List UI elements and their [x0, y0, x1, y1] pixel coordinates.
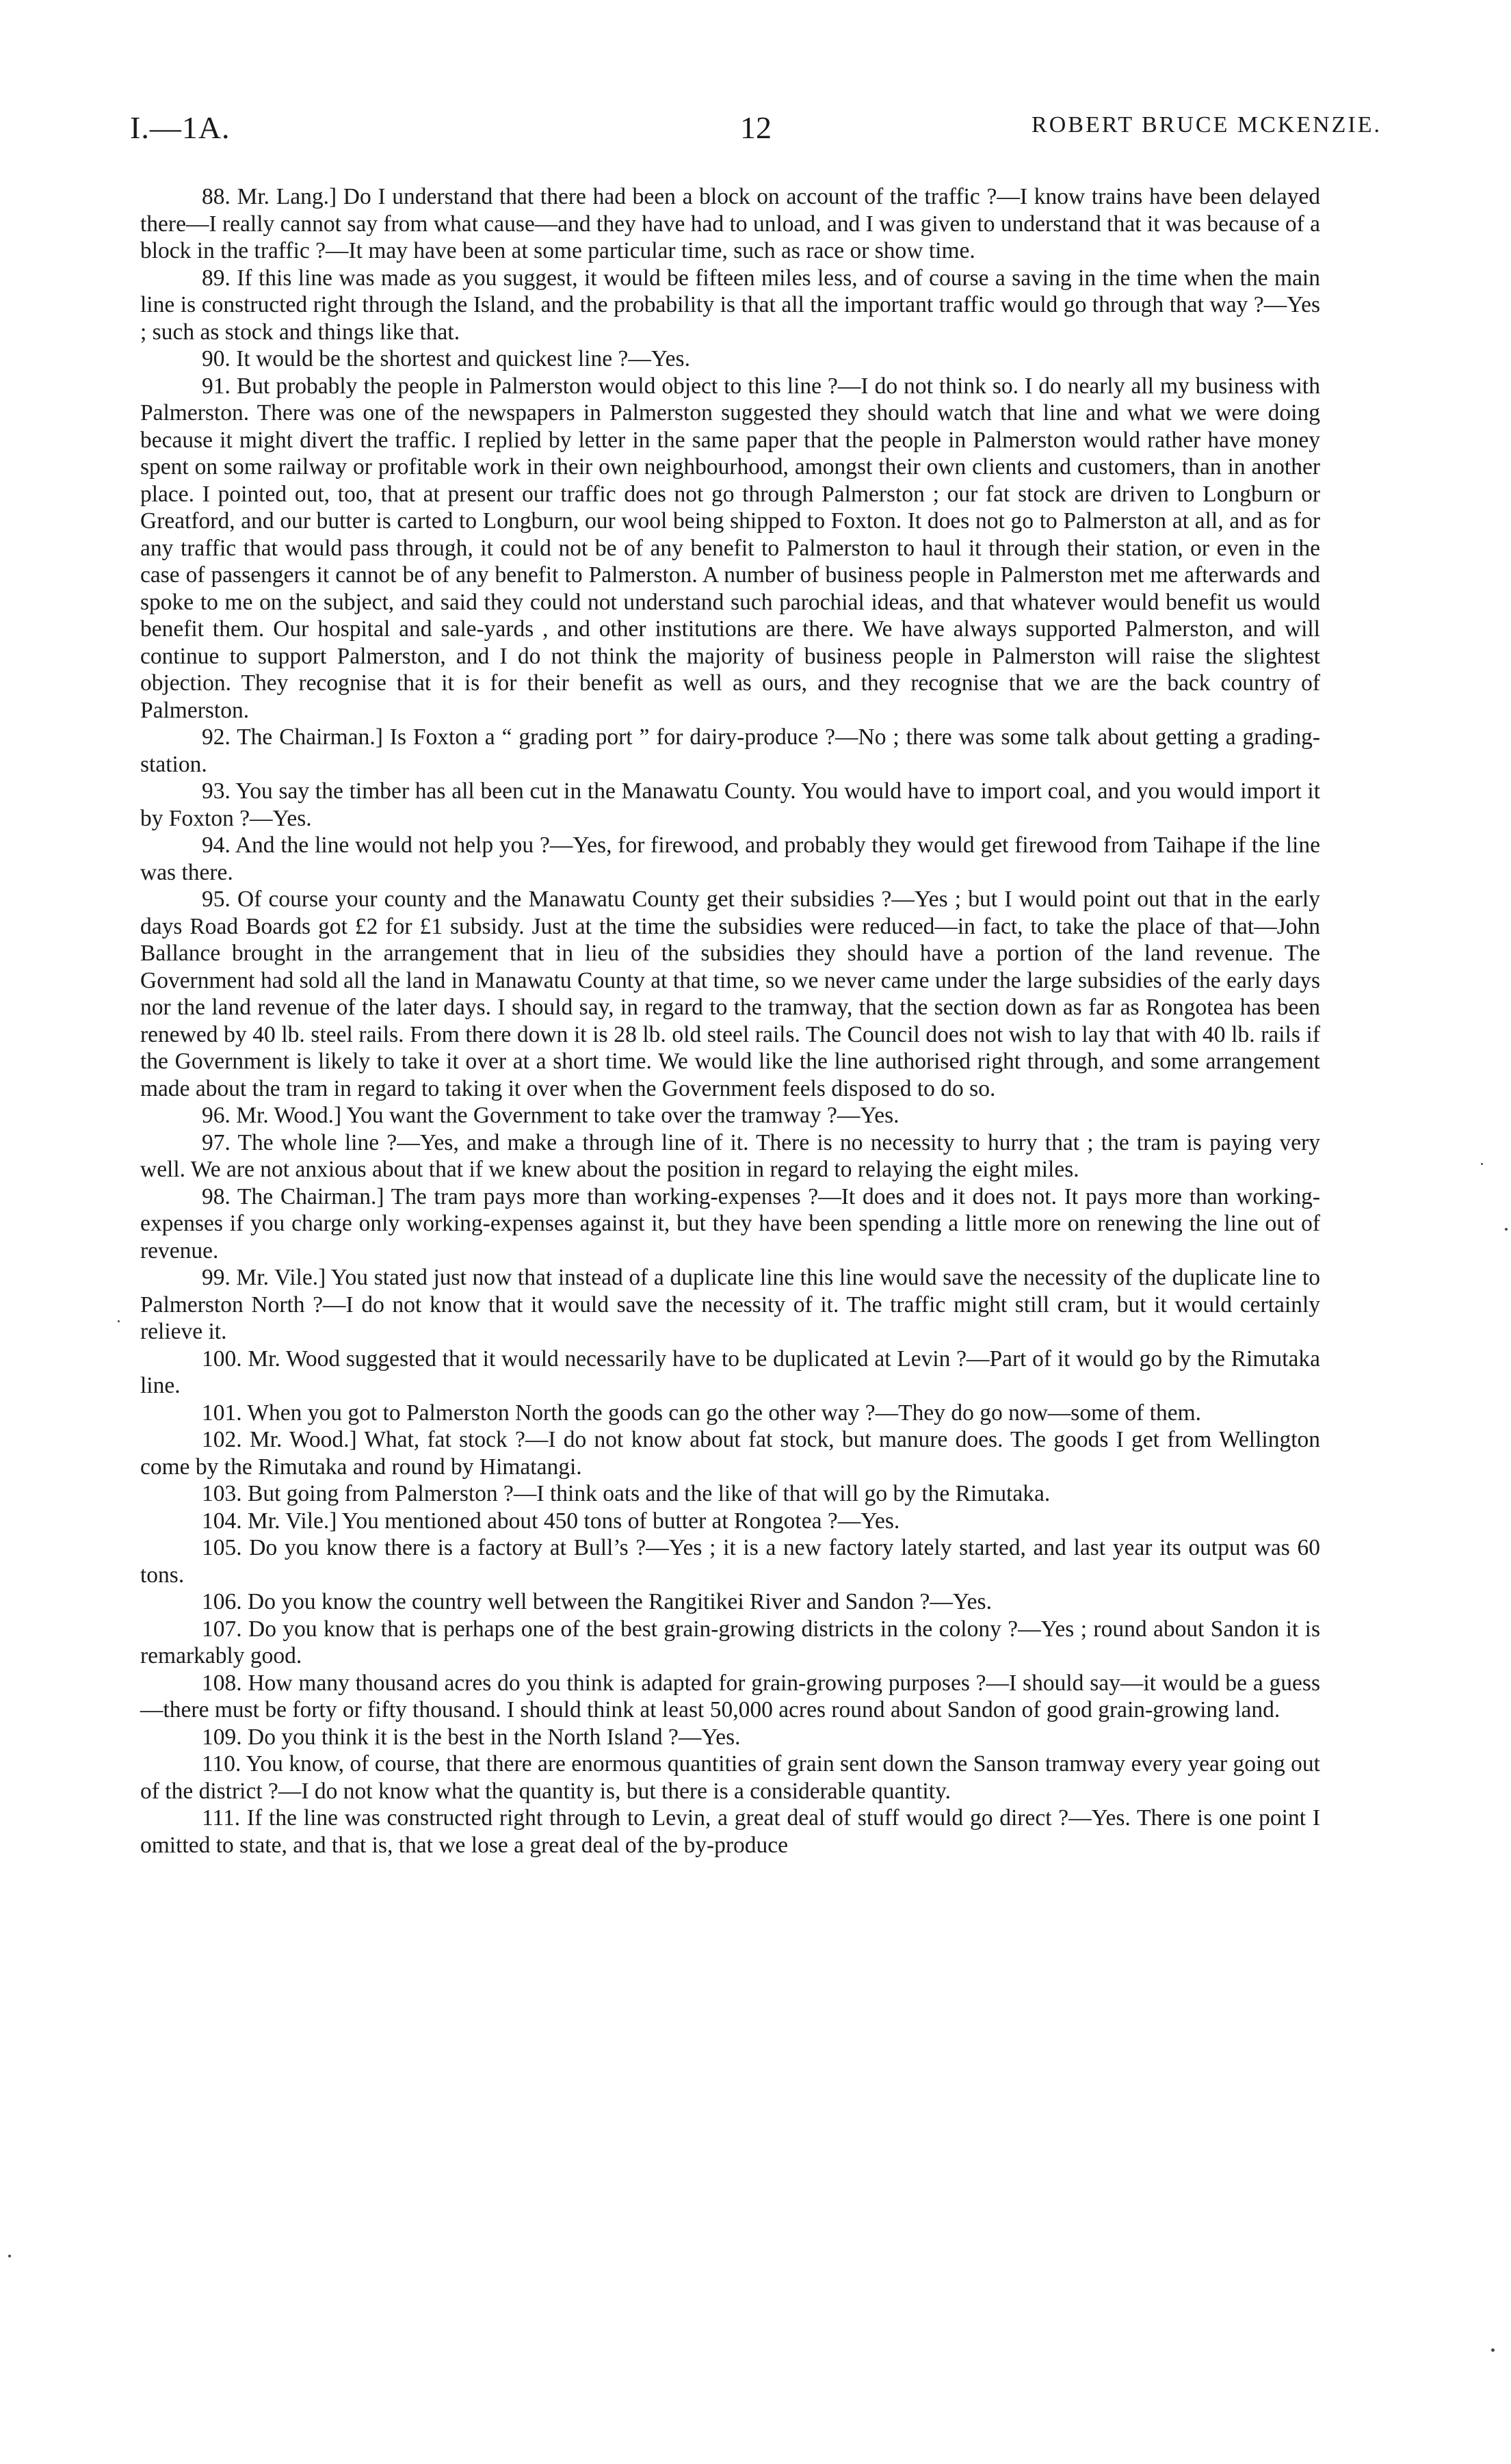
witness-name: ROBERT BRUCE MCKENZIE.: [1032, 112, 1382, 137]
paragraph-92: 92. The Chairman.] Is Foxton a “ grading port ” for dairy-produce ?—No ; there was some talk about getting a grading-station.: [140, 724, 1320, 777]
scan-speck: [1491, 2348, 1495, 2352]
paragraph-105: 105. Do you know there is a factory at Bull’s ?—Yes ; it is a new factory lately started, and last year its output was 60 tons.: [140, 1535, 1320, 1588]
paragraph-95: 95. Of course your county and the Manawatu County get their subsidies ?—Yes ; but I would point out that in the early days Road Boards got £2 for £1 subsidy. Just at the time the subsidies were reduced—in fact, to take the place of that—John Ballance brought in the arrangement that in lieu of the subsidies they should have a portion of the land revenue. The Government had sold all the land in Manawatu County at that time, so we never came under the large subsidies of the early days nor the land revenue of the later days. I should say, in regard to the tramway, that the section down as far as Rongotea has been renewed by 40 lb. steel rails. From there down it is 28 lb. old steel rails. The Council does not wish to lay that with 40 lb. rails if the Government is likely to take it over at a short time. We would like the line authorised right through, and some arrangement made about the tram in regard to taking it over when the Government feels disposed to do so.: [140, 887, 1320, 1101]
page-number: 12: [740, 110, 772, 145]
paragraph-106: 106. Do you know the country well between the Rangitikei River and Sandon ?—Yes.: [202, 1589, 992, 1614]
paragraph-107: 107. Do you know that is perhaps one of the best grain-growing districts in the colony ?—Yes ; round about Sandon it is remarkably good.: [140, 1616, 1320, 1668]
paragraph-97: 97. The whole line ?—Yes, and make a through line of it. There is no necessity to hurry that ; the tram is paying very well. We are not anxious about that if we knew about the position in regard to relaying the eight miles.: [140, 1129, 1320, 1182]
scan-speck: [8, 2255, 11, 2257]
scan-speck: [1505, 1228, 1508, 1231]
paragraph-100: 100. Mr. Wood suggested that it would necessarily have to be duplicated at Levin ?—Part of it would go by the Rimutaka line.: [140, 1346, 1320, 1398]
paragraph-94: 94. And the line would not help you ?—Yes, for firewood, and probably they would get firewood from Taihape if the line was there.: [140, 833, 1320, 885]
paragraph-99: 99. Mr. Vile.] You stated just now that instead of a duplicate line this line would save the necessity of the duplicate line to Palmerston North ?—I do not know that it would save the necessity of it. The traffic might still cram, but it would certainly relieve it.: [140, 1265, 1320, 1344]
paragraph-109: 109. Do you think it is the best in the North Island ?—Yes.: [202, 1724, 741, 1750]
paragraph-103: 103. But going from Palmerston ?—I think oats and the like of that will go by the Rimutaka.: [202, 1481, 1051, 1506]
paragraph-110: 110. You know, of course, that there are enormous quantities of grain sent down the Sanson tramway every year going out of the district ?—I do not know what the quantity is, but there is a considerable quantity.: [140, 1751, 1320, 1804]
paragraph-102: 102. Mr. Wood.] What, fat stock ?—I do not know about fat stock, but manure does. The goods I get from Wellington come by the Rimutaka and round by Himatangi.: [140, 1427, 1320, 1480]
paragraph-111: 111. If the line was constructed right through to Levin, a great deal of stuff would go direct ?—Yes. There is one point I omitted to state, and that is, that we lose a great deal of the by-produce: [140, 1805, 1320, 1858]
paragraph-96: 96. Mr. Wood.] You want the Government to take over the tramway ?—Yes.: [202, 1103, 899, 1128]
evidence-text: [140, 183, 1320, 1859]
paragraph-88: 88. Mr. Lang.] Do I understand that there had been a block on account of the traffic ?—I know trains have been delayed there—I really cannot say from what cause—and they have had to unload, and I was given to understand that it was because of a block in the traffic ?—It may have been at some particular time, such as race or show time.: [140, 184, 1320, 263]
paragraph-91: 91. But probably the people in Palmerston would object to this line ?—I do not think so. I do nearly all my business with Palmerston. There was one of the newspapers in Palmerston suggested they should watch that line and what we were doing because it might divert the traffic. I replied by letter in the same paper that the people in Palmerston would rather have money spent on some railway or profitable work in their own neighbourhood, amongst their own clients and customers, than in another place. I pointed out, too, that at present our traffic does not go through Palmerston ; our fat stock are driven to Longburn or Greatford, and our butter is carted to Longburn, our wool being shipped to Foxton. It does not go to Palmerston at all, and as for any traffic that would pass through, it could not be of any benefit to Palmerston to haul it through their station, or even in the case of passengers it cannot be of any benefit to Palmerston. A number of business people in Palmerston met me afterwards and spoke to me on the subject, and said they could not understand such parochial ideas, and that whatever would benefit us would benefit them. Our hospital and sale-yards , and other institutions are there. We have always supported Palmerston, and will continue to support Palmerston, and I do not think the majority of business people in Palmerston will raise the slightest objection. They recognise that it is for their benefit as well as ours, and they recognise that we are the back country of Palmerston.: [140, 373, 1320, 723]
paragraph-104: 104. Mr. Vile.] You mentioned about 450 tons of butter at Rongotea ?—Yes.: [202, 1508, 900, 1534]
scan-speck: [1481, 1163, 1483, 1165]
scan-speck: [118, 1320, 120, 1322]
paragraph-98: 98. The Chairman.] The tram pays more than working-expenses ?—It does and it does not. It pays more than working-expenses if you charge only working-expenses against it, but they have been spending a little more on renewing the line out of revenue.: [140, 1183, 1320, 1263]
page-header: [130, 109, 1382, 157]
paper-reference: I.—1A.: [130, 110, 231, 145]
paragraph-90: 90. It would be the shortest and quickest line ?—Yes.: [202, 346, 690, 371]
paragraph-93: 93. You say the timber has all been cut in the Manawatu County. You would have to import coal, and you would import it by Foxton ?—Yes.: [140, 778, 1320, 831]
paragraph-89: 89. If this line was made as you suggest, it would be fifteen miles less, and of course a saving in the time when the main line is constructed right through the Island, and the probability is that all the important traffic would go through that way ?—Yes ; such as stock and things like that.: [140, 265, 1320, 345]
paragraph-108: 108. How many thousand acres do you think is adapted for grain-growing purposes ?—I should say—it would be a guess—there must be forty or fifty thousand. I should think at least 50,000 acres round about Sandon of good grain-growing land.: [140, 1670, 1320, 1722]
paragraph-101: 101. When you got to Palmerston North the goods can go the other way ?—They do go now—some of them.: [202, 1400, 1202, 1426]
